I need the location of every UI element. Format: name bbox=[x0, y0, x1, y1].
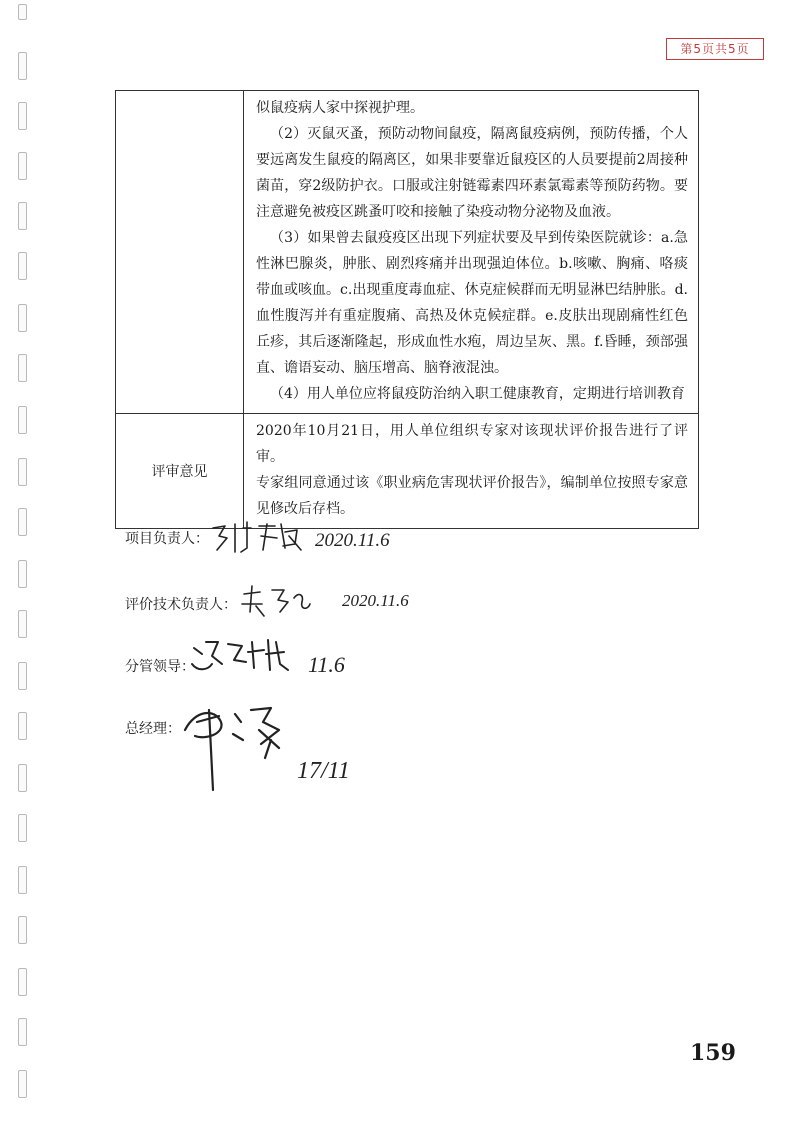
measure-paragraph-4: （4）用人单位应将鼠疫防治纳入职工健康教育，定期进行培训教育 bbox=[270, 386, 685, 402]
handwritten-signature-tech-lead bbox=[238, 582, 478, 622]
page-count-stamp: 第5页共5页 bbox=[666, 38, 764, 60]
handwritten-signature-general-manager bbox=[175, 700, 395, 820]
review-paragraph-2: 专家组同意通过该《职业病危害现状评价报告》，编制单位按照专家意见修改后存档。 bbox=[256, 475, 688, 517]
signature-date: 2020.11.6 bbox=[342, 591, 409, 610]
signature-role-label: 评价技术负责人： bbox=[125, 597, 237, 613]
review-content-cell bbox=[244, 414, 699, 529]
signature-role-label: 项目负责人： bbox=[125, 531, 209, 547]
signature-date: 17/11 bbox=[297, 758, 350, 784]
measure-paragraph-2: （2）灭鼠灭蚤，预防动物间鼠疫，隔离鼠疫病例，预防传播，个人要远离发生鼠疫的隔离区，如果非要靠近鼠疫区的人员要提前2周接种菌苗，穿2级防护衣。口服或注射链霉素四环素氯霉素等预防药物。要注意避免被疫区跳蚤叮咬和接触了染疫动物分泌物及血液。 bbox=[256, 126, 688, 220]
measures-label-cell bbox=[116, 91, 244, 414]
signature-role-label: 总经理： bbox=[125, 721, 181, 737]
signature-project-lead bbox=[125, 528, 209, 548]
measures-content-cell bbox=[244, 91, 699, 414]
signature-date: 2020.11.6 bbox=[315, 530, 390, 551]
review-label: 评审意见 bbox=[116, 414, 244, 529]
signature-supervising-leader bbox=[125, 656, 195, 676]
handwritten-signature-supervising-leader bbox=[188, 634, 368, 684]
continued-paragraph-1: 似鼠疫病人家中探视护理。 bbox=[256, 100, 424, 116]
binding-margin bbox=[14, 0, 44, 1122]
review-table bbox=[115, 90, 699, 529]
signature-date: 11.6 bbox=[308, 652, 345, 677]
signature-general-manager bbox=[125, 718, 181, 738]
signature-tech-lead bbox=[125, 594, 237, 614]
measures-row bbox=[116, 91, 699, 414]
review-row bbox=[116, 414, 699, 529]
review-paragraph-1: 2020年10月21日，用人单位组织专家对该现状评价报告进行了评审。 bbox=[256, 423, 688, 465]
measure-paragraph-3: （3）如果曾去鼠疫疫区出现下列症状要及早到传染医院就诊：a.急性淋巴腺炎，肿胀、剧烈疼痛并出现强迫体位。b.咳嗽、胸痛、咯痰带血或咳血。c.出现重度毒血症、休克症候群而无明显淋巴结肿胀。d.血性腹泻并有重症腹痛、高热及休克候症群。e.皮肤出现剧痛性红色丘疹，其后逐渐隆起，形成血性水疱，周边呈灰、黑。f.昏睡，颈部强直、谵语妄动、脑压增高、脑脊液混浊。 bbox=[256, 230, 688, 376]
page-number: 159 bbox=[690, 1040, 736, 1066]
handwritten-signature-project-lead bbox=[205, 518, 405, 558]
signature-role-label: 分管领导： bbox=[125, 659, 195, 675]
